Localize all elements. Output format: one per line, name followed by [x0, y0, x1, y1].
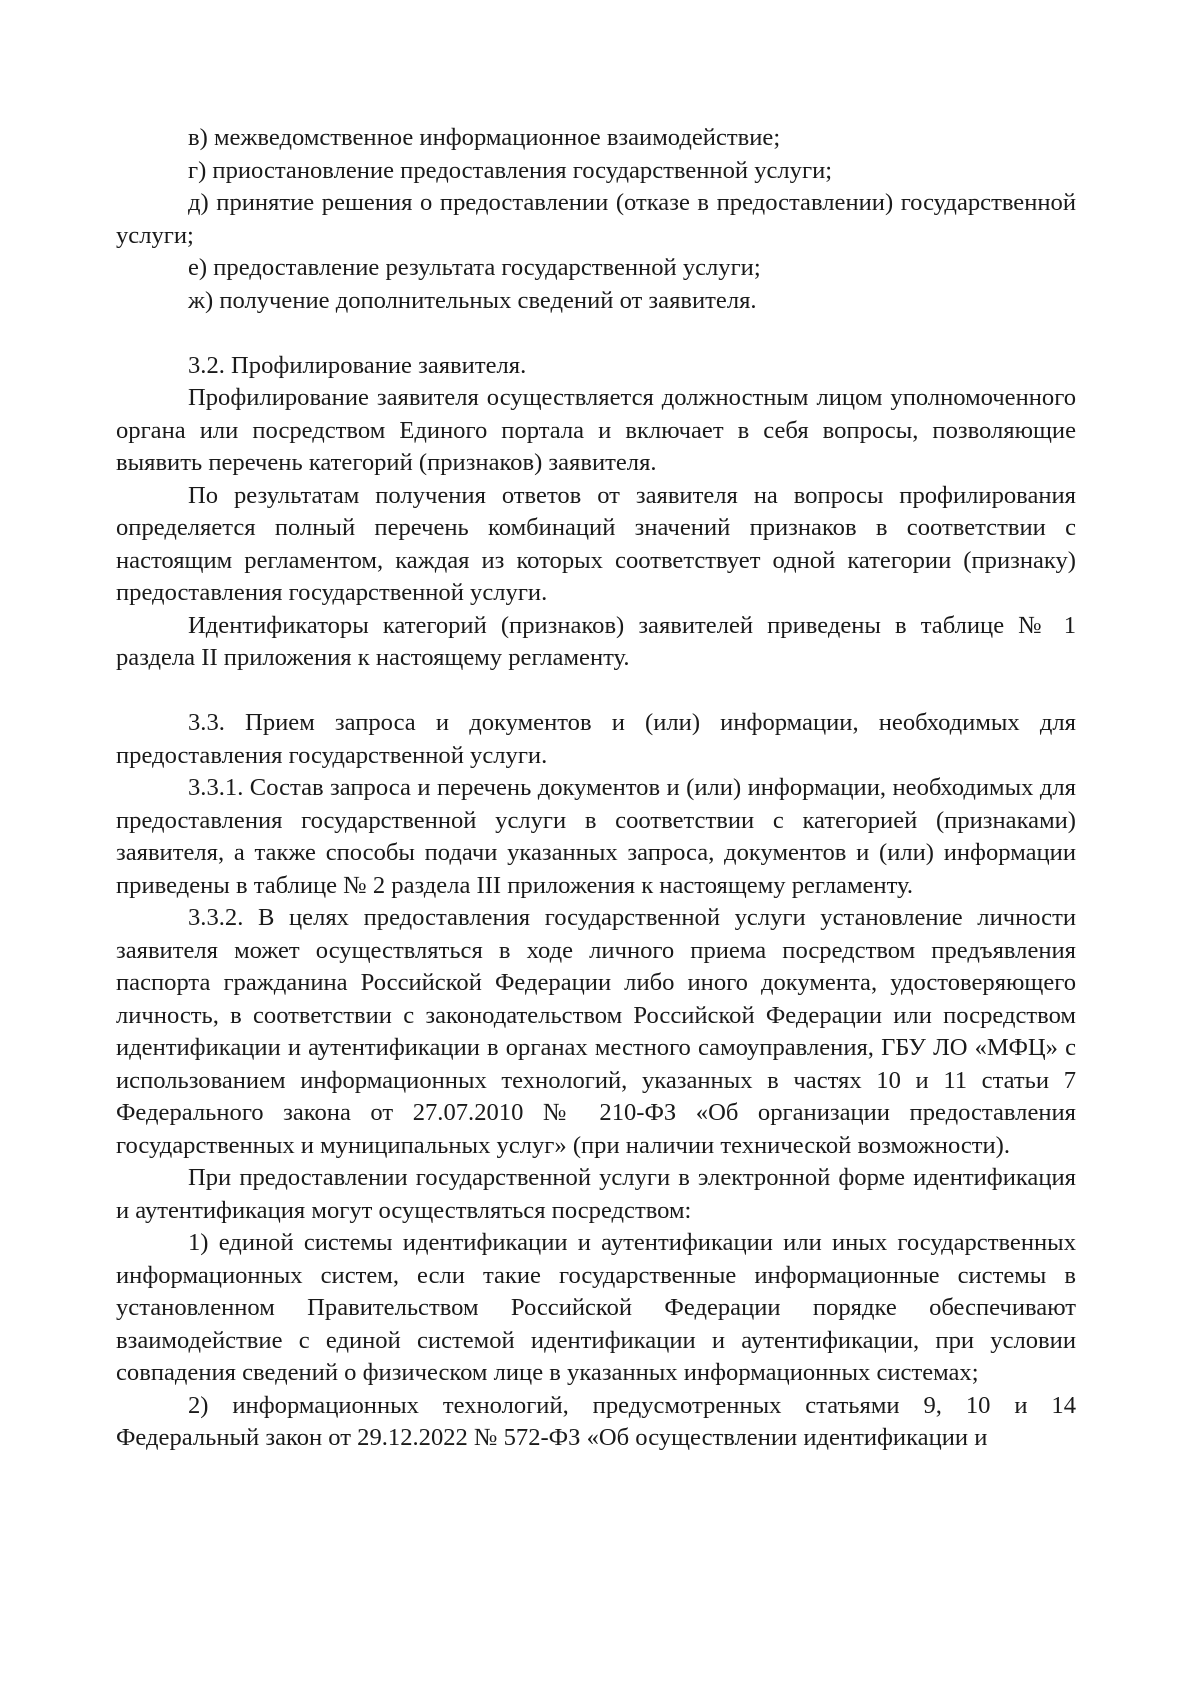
list-item-zh: ж) получение дополнительных сведений от заявителя. [188, 286, 757, 314]
document-body [116, 122, 1076, 1455]
paragraph: 1) единой системы идентификации и аутентификации или иных государственных информационных систем, если такие государственные информационные системы в установленном Правительством Российской Федерации порядке обеспечивают взаимодействие с единой системой идентификации и аутентификации, при условии совпадения сведений о физическом лице в указанных информационных системах; [116, 1229, 1076, 1386]
paragraph: По результатам получения ответов от заявителя на вопросы профилирования определяется полный перечень комбинаций значений признаков в соответствии с настоящим регламентом, каждая из которых соответствует одной категории (признаку) предоставления государственной услуги. [116, 481, 1076, 606]
section-heading-3-2: 3.2. Профилирование заявителя. [188, 351, 527, 379]
section-heading-3-3: 3.3. Прием запроса и документов и (или) информации, необходимых для предоставления государственной услуги. [116, 709, 1076, 769]
list-item-e: е) предоставление результата государственной услуги; [188, 254, 761, 281]
paragraph: Идентификаторы категорий (признаков) заявителей приведены в таблице № 1 раздела II приложения к настоящему регламенту. [116, 611, 1076, 671]
paragraph: При предоставлении государственной услуги в электронной форме идентификация и аутентификация могут осуществляться посредством: [116, 1164, 1076, 1224]
paragraph: 3.3.2. В целях предоставления государственной услуги установление личности заявителя может осуществляться в ходе личного приема посредством предъявления паспорта гражданина Российской Федерации либо иного документа, удостоверяющего личность, в соответствии с законодательством Российской Федерации или посредством идентификации и аутентификации в органах местного самоуправления, ГБУ ЛО «МФЦ» с использованием информационных технологий, указанных в частях 10 и 11 статьи 7 Федерального закона от 27.07.2010 № 210-ФЗ «Об организации предоставления государственных и муниципальных услуг» (при наличии технической возможности). [116, 904, 1076, 1159]
list-item-v: в) межведомственное информационное взаимодействие; [188, 124, 781, 151]
list-item-g: г) приостановление предоставления государственной услуги; [188, 156, 833, 184]
paragraph: 2) информационных технологий, предусмотренных статьями 9, 10 и 14 Федеральный закон от 29.12.2022 № 572-ФЗ «Об осуществлении идентификации и [116, 1391, 1076, 1451]
paragraph: 3.3.1. Состав запроса и перечень документов и (или) информации, необходимых для предоставления государственной услуги в соответствии с категорией (признаками) заявителя, а также способы подачи указанных запроса, документов и (или) информации приведены в таблице № 2 раздела III приложения к настоящему регламенту. [116, 774, 1076, 899]
paragraph: Профилирование заявителя осуществляется должностным лицом уполномоченного органа или посредством Единого портала и включает в себя вопросы, позволяющие выявить перечень категорий (признаков) заявителя. [116, 384, 1076, 476]
list-item-d: д) принятие решения о предоставлении (отказе в предоставлении) государственной услуги; [116, 189, 1076, 249]
